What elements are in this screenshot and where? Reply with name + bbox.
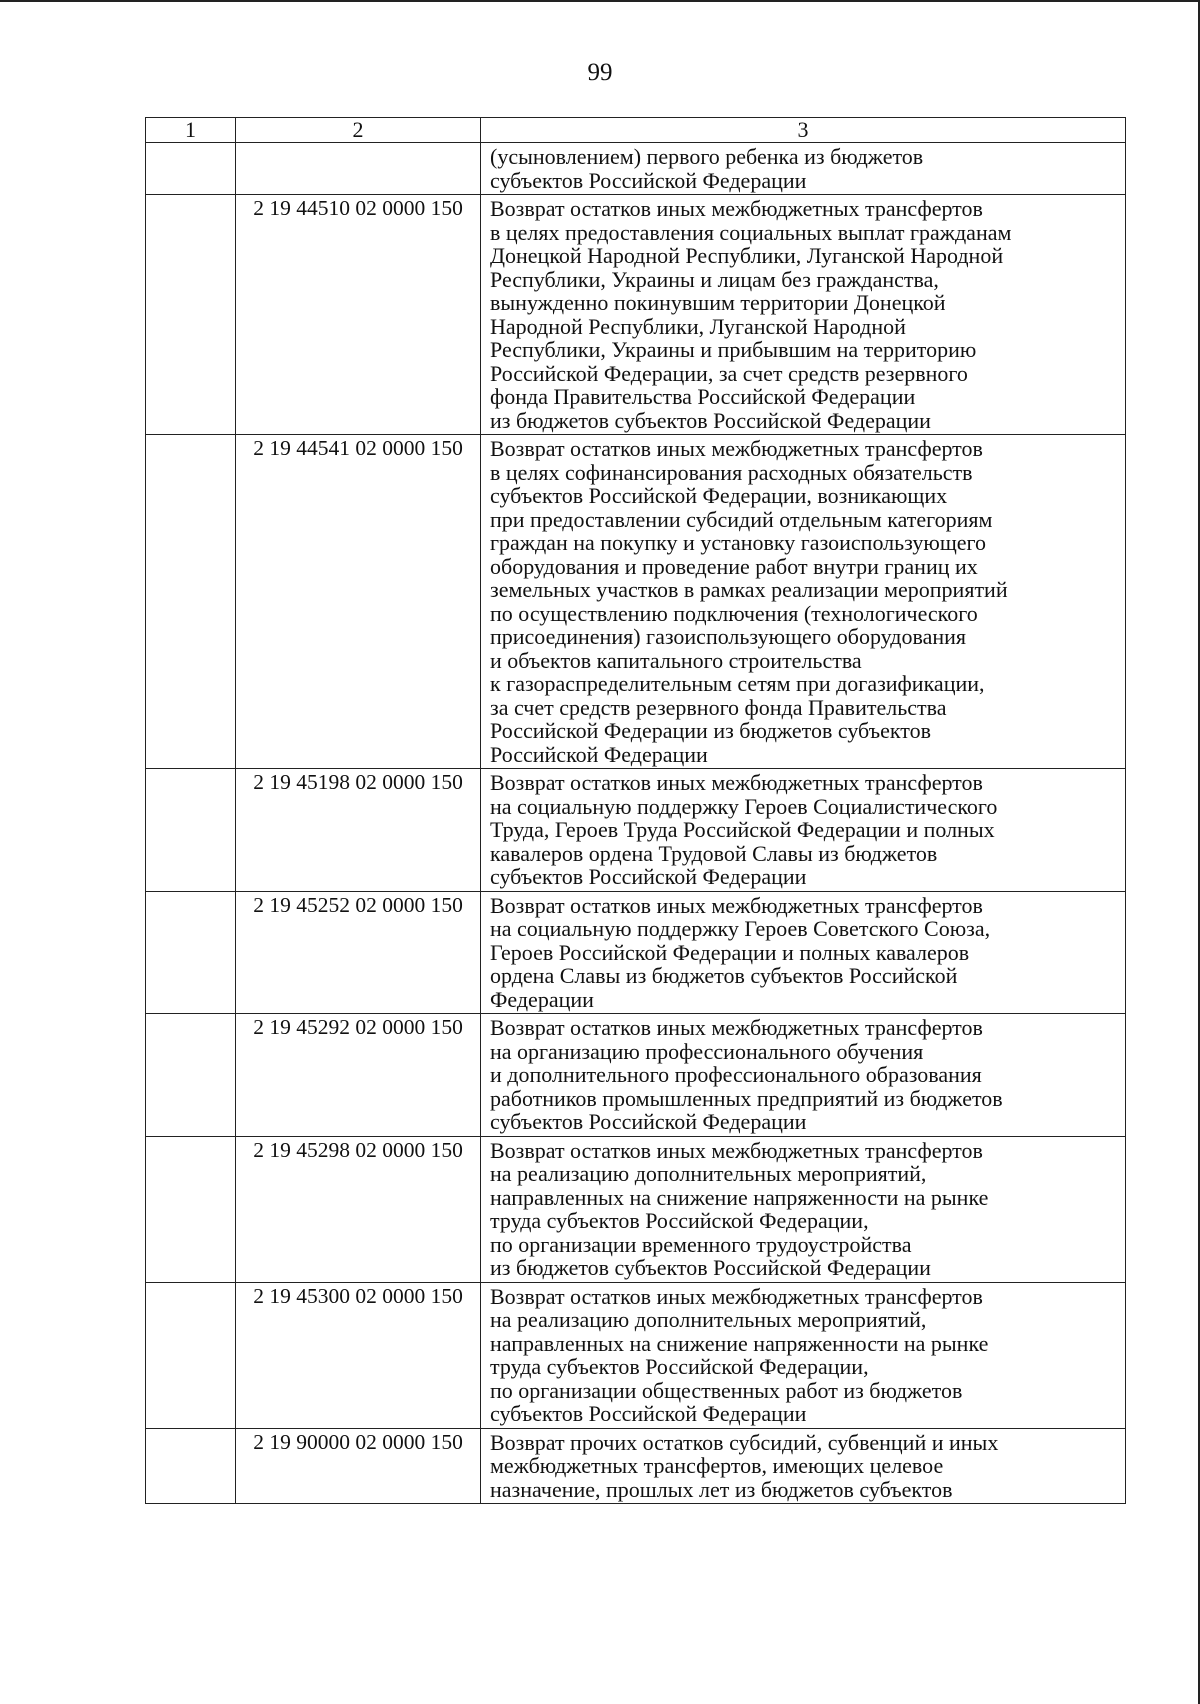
page-number: 99 [587, 59, 613, 86]
table-row [146, 769, 1126, 892]
page-border-top [0, 0, 1200, 2]
row-description-cell: Возврат остатков иных межбюджетных трансфертов в целях предоставления социальных выплат гражданам Донецкой Народной Республики, Луганской Народной Республики, Украины и лицам без гражданства, вынужденно покинувшим территории Донецкой Народной Республики, Луганской Народной Республики, Украины и прибывшим на территорию Российской Федерации, за счет средств резервного фонда Правительства Российской Федерации из бюджетов субъектов Российской Федерации [481, 195, 1126, 435]
row-col1-cell [146, 1282, 236, 1428]
row-col1-cell [146, 195, 236, 435]
row-code-cell: 2 19 45292 02 0000 150 [236, 1014, 481, 1137]
table-row [146, 891, 1126, 1014]
row-code-cell: 2 19 45298 02 0000 150 [236, 1136, 481, 1282]
row-description-cell: Возврат остатков иных межбюджетных трансфертов на реализацию дополнительных мероприятий, направленных на снижение напряженности на рынке труда субъектов Российской Федерации, по организации общественных работ из бюджетов субъектов Российской Федерации [481, 1282, 1126, 1428]
row-description-cell: Возврат остатков иных межбюджетных трансфертов на организацию профессионального обучения и дополнительного профессионального образования работников промышленных предприятий из бюджетов субъектов Российской Федерации [481, 1014, 1126, 1137]
row-code-cell: 2 19 44510 02 0000 150 [236, 195, 481, 435]
table-row [146, 1282, 1126, 1428]
row-col1-cell [146, 891, 236, 1014]
table-row [146, 143, 1126, 195]
row-code-cell [236, 143, 481, 195]
row-code-cell: 2 19 90000 02 0000 150 [236, 1428, 481, 1504]
table-row [146, 195, 1126, 435]
table-row [146, 1136, 1126, 1282]
row-col1-cell [146, 1136, 236, 1282]
row-description-cell: (усыновлением) первого ребенка из бюджетов субъектов Российской Федерации [481, 143, 1126, 195]
row-description-cell: Возврат остатков иных межбюджетных трансфертов на реализацию дополнительных мероприятий, направленных на снижение напряженности на рынке труда субъектов Российской Федерации, по организации временного трудоустройства из бюджетов субъектов Российской Федерации [481, 1136, 1126, 1282]
row-col1-cell [146, 769, 236, 892]
row-code-cell: 2 19 45300 02 0000 150 [236, 1282, 481, 1428]
table-header-row [146, 118, 1126, 143]
header-col-2: 2 [236, 118, 481, 143]
row-col1-cell [146, 435, 236, 769]
row-description-cell: Возврат прочих остатков субсидий, субвенций и иных межбюджетных трансфертов, имеющих целевое назначение, прошлых лет из бюджетов субъектов [481, 1428, 1126, 1504]
row-code-cell: 2 19 45252 02 0000 150 [236, 891, 481, 1014]
row-col1-cell [146, 1014, 236, 1137]
header-col-3: 3 [481, 118, 1126, 143]
row-code-cell: 2 19 44541 02 0000 150 [236, 435, 481, 769]
row-col1-cell [146, 143, 236, 195]
row-description-cell: Возврат остатков иных межбюджетных трансфертов на социальную поддержку Героев Социалистического Труда, Героев Труда Российской Федерации и полных кавалеров ордена Трудовой Славы из бюджетов субъектов Российской Федерации [481, 769, 1126, 892]
budget-codes-table [145, 117, 1126, 1504]
table-row [146, 1428, 1126, 1504]
table-row [146, 1014, 1126, 1137]
row-code-cell: 2 19 45198 02 0000 150 [236, 769, 481, 892]
row-description-cell: Возврат остатков иных межбюджетных трансфертов на социальную поддержку Героев Советского Союза, Героев Российской Федерации и полных кавалеров ордена Славы из бюджетов субъектов Российской Федерации [481, 891, 1126, 1014]
header-col-1: 1 [146, 118, 236, 143]
table-row [146, 435, 1126, 769]
row-col1-cell [146, 1428, 236, 1504]
row-description-cell: Возврат остатков иных межбюджетных трансфертов в целях софинансирования расходных обязательств субъектов Российской Федерации, возникающих при предоставлении субсидий отдельным категориям граждан на покупку и установку газоиспользующего оборудования и проведение работ внутри границ их земельных участков в рамках реализации мероприятий по осуществлению подключения (технологического присоединения) газоиспользующего оборудования и объектов капитального строительства к газораспределительным сетям при догазификации, за счет средств резервного фонда Правительства Российской Федерации из бюджетов субъектов Российской Федерации [481, 435, 1126, 769]
